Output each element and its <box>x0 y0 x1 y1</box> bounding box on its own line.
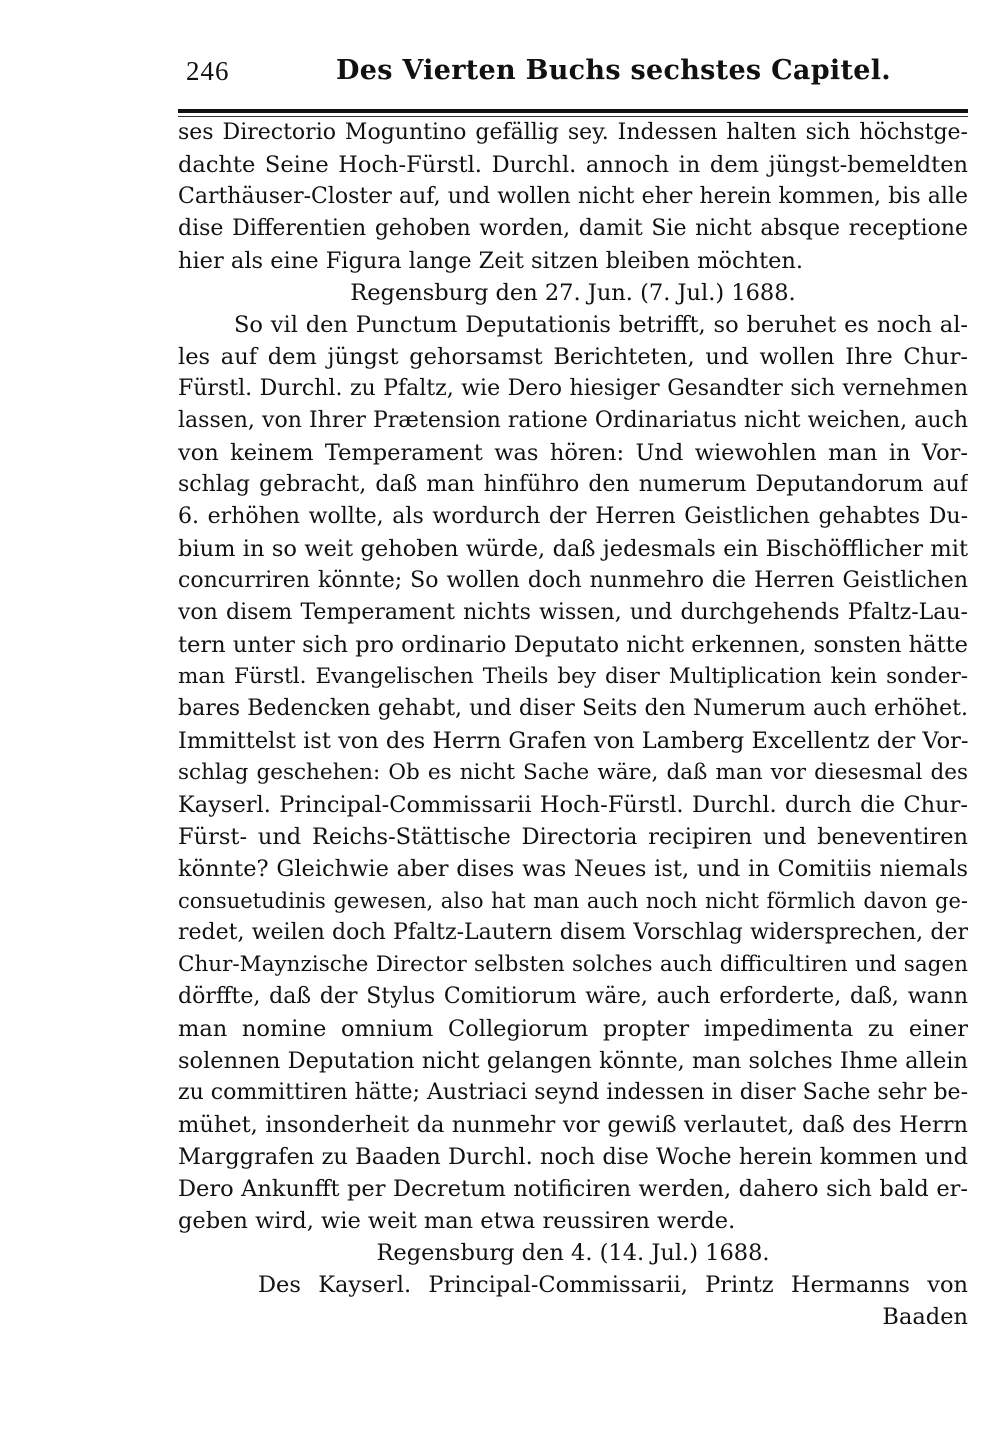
body-text <box>178 117 968 1333</box>
text-line: zu committiren hätte; Austriaci seynd indessen in diser Sache sehr be- <box>178 1080 968 1105</box>
text-line: von keinem Temperament was hören: Und wiewohlen man in Vor- <box>178 440 968 466</box>
text-line: dörffte, daß der Stylus Comitiorum wäre, auch erforderte, daß, wann <box>178 984 968 1009</box>
text-line: Kayserl. Principal-Commissarii Hoch-Fürstl. Durchl. durch die Chur- <box>178 792 968 818</box>
text-line: 6. erhöhen wollte, als wordurch der Herren Geistlichen gehabtes Du- <box>178 504 968 529</box>
text-line: Chur-Maynzische Director selbsten solches auch difficultiren und sagen <box>178 952 968 977</box>
dateline: Regensburg den 27. Jun. (7. Jul.) 1688. <box>350 280 796 306</box>
text-line: geben wird, wie weit man etwa reussiren werde. <box>178 1208 736 1234</box>
text-line: consuetudinis gewesen, also hat man auch noch nicht förmlich davon ge- <box>178 889 968 913</box>
text-line: bium in so weit gehoben würde, daß jedesmals ein Bischöfflicher mit <box>178 536 968 562</box>
heading-line: Des Kayserl. Principal-Commissarii, Printz Hermanns von <box>258 1272 968 1298</box>
text-line: So vil den Punctum Deputationis betrifft, so beruhet es noch al- <box>234 312 968 338</box>
text-line: bares Bedencken gehabt, und diser Seits den Numerum auch erhöhet. <box>178 696 968 721</box>
text-line: Dero Ankunfft per Decretum notificiren werden, dahero sich bald er- <box>178 1176 968 1202</box>
text-line: concurriren könnte; So wollen doch nunmehro die Herren Geistlichen <box>178 568 968 593</box>
text-line: schlag gebracht, daß man hinführo den numerum Deputandorum auf <box>178 472 968 497</box>
text-line: solennen Deputation nicht gelangen könnte, man solches Ihme allein <box>178 1048 968 1074</box>
text-line: hier als eine Figura lange Zeit sitzen bleiben möchten. <box>178 248 804 274</box>
text-line: mühet, insonderheit da nunmehr vor gewiß verlautet, daß des Herrn <box>178 1112 968 1138</box>
text-line: man nomine omnium Collegiorum propter impedimenta zu einer <box>178 1016 968 1042</box>
dateline: Regensburg den 4. (14. Jul.) 1688. <box>376 1240 770 1266</box>
text-line: von disem Temperament nichts wissen, und durchgehends Pfaltz-Lau- <box>178 600 968 625</box>
text-line: man Fürstl. Evangelischen Theils bey diser Multiplication kein sonder- <box>178 664 968 689</box>
text-line: lassen, von Ihrer Prætension ratione Ordinariatus nicht weichen, auch <box>178 408 968 433</box>
header-rule <box>178 109 968 113</box>
text-line: redet, weilen doch Pfaltz-Lautern disem Vorschlag widersprechen, der <box>178 920 968 945</box>
text-line: Marggrafen zu Baaden Durchl. noch dise Woche herein kommen und <box>178 1144 968 1170</box>
catchword: Baaden <box>882 1304 968 1330</box>
text-line: Fürstl. Durchl. zu Pfaltz, wie Dero hiesiger Gesandter sich vernehmen <box>178 376 968 401</box>
text-line: les auf dem jüngst gehorsamst Berichteten, und wollen Ihre Chur- <box>178 344 968 370</box>
text-line: Carthäuser-Closter auf, und wollen nicht eher herein kommen, bis alle <box>178 184 968 209</box>
text-line: könnte? Gleichwie aber dises was Neues ist, und in Comitiis niemals <box>178 856 968 882</box>
text-line: ses Directorio Moguntino gefällig sey. Indessen halten sich höchstge- <box>178 120 968 145</box>
text-line: Immittelst ist von des Herrn Grafen von Lamberg Excellentz der Vor- <box>178 728 968 754</box>
text-line: dise Differentien gehoben worden, damit Sie nicht absque receptione <box>178 216 968 241</box>
running-head: Des Vierten Buchs sechstes Capitel. <box>336 55 891 86</box>
text-line: dachte Seine Hoch-Fürstl. Durchl. annoch in dem jüngst-bemeldten <box>178 152 968 178</box>
text-line: tern unter sich pro ordinario Deputato nicht erkennen, sonsten hätte <box>178 632 968 658</box>
text-line: schlag geschehen: Ob es nicht Sache wäre, daß man vor diesesmal des <box>178 760 968 785</box>
text-line: Fürst- und Reichs-Stättische Directoria recipiren und beneventiren <box>178 824 968 850</box>
page-number: 246 <box>186 56 230 86</box>
